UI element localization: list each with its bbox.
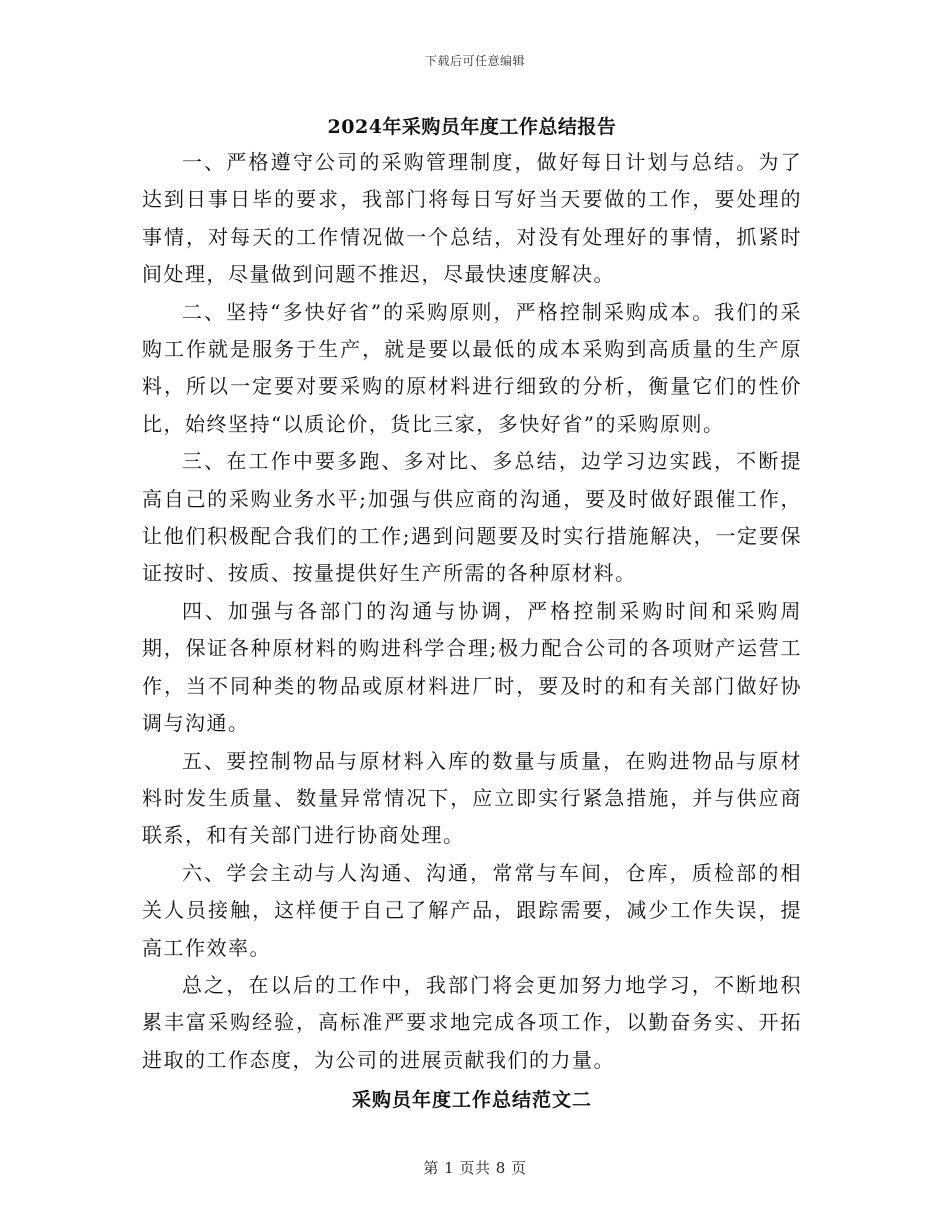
paragraph-3: 三、在工作中要多跑、多对比、多总结，边学习边实践，不断提高自己的采购业务水平;加强与供应商的沟通，要及时做好跟催工作，让他们积极配合我们的工作;遇到问题要及时实行措施解决，一定要保证按时、按质、按量提供好生产所需的各种原材料。 <box>142 449 802 586</box>
document-body <box>142 112 802 1117</box>
page-number: 第 1 页共 8 页 <box>423 1159 527 1177</box>
paragraph-7: 总之，在以后的工作中，我部门将会更加努力地学习，不断地积累丰富采购经验，高标准严要求地完成各项工作，以勤奋务实、开拓进取的工作态度，为公司的进展贡献我们的力量。 <box>142 972 802 1072</box>
paragraph-2: 二、坚持“多快好省”的采购原则，严格控制采购成本。我们的采购工作就是服务于生产，就是要以最低的成本采购到高质量的生产原料，所以一定要对要采购的原材料进行细致的分析，衡量它们的性价比，始终坚持“以质论价，货比三家，多快好省”的采购原则。 <box>142 299 802 436</box>
paragraph-1: 一、严格遵守公司的采购管理制度，做好每日计划与总结。为了达到日事日毕的要求，我部门将每日写好当天要做的工作，要处理的事情，对每天的工作情况做一个总结，对没有处理好的事情，抓紧时间处理，尽量做到问题不推迟，尽最快速度解决。 <box>142 150 802 287</box>
section-title: 采购员年度工作总结范文二 <box>351 1089 592 1112</box>
paragraph-4: 四、加强与各部门的沟通与协调，严格控制采购时间和采购周期，保证各种原材料的购进科学合理;极力配合公司的各项财产运营工作，当不同种类的物品或原材料进厂时，要及时的和有关部门做好协调与沟通。 <box>142 598 802 736</box>
header-note: 下载后可任意编辑 <box>424 54 525 68</box>
document-title: 2024年采购员年度工作总结报告 <box>327 116 617 138</box>
paragraph-5: 五、要控制物品与原材料入库的数量与质量，在购进物品与原材料时发生质量、数量异常情况下，应立即实行紧急措施，并与供应商联系，和有关部门进行协商处理。 <box>142 748 802 848</box>
paragraph-6: 六、学会主动与人沟通、沟通，常常与车间，仓库，质检部的相关人员接触，这样便于自己了解产品，跟踪需要，减少工作失误，提高工作效率。 <box>142 860 802 960</box>
